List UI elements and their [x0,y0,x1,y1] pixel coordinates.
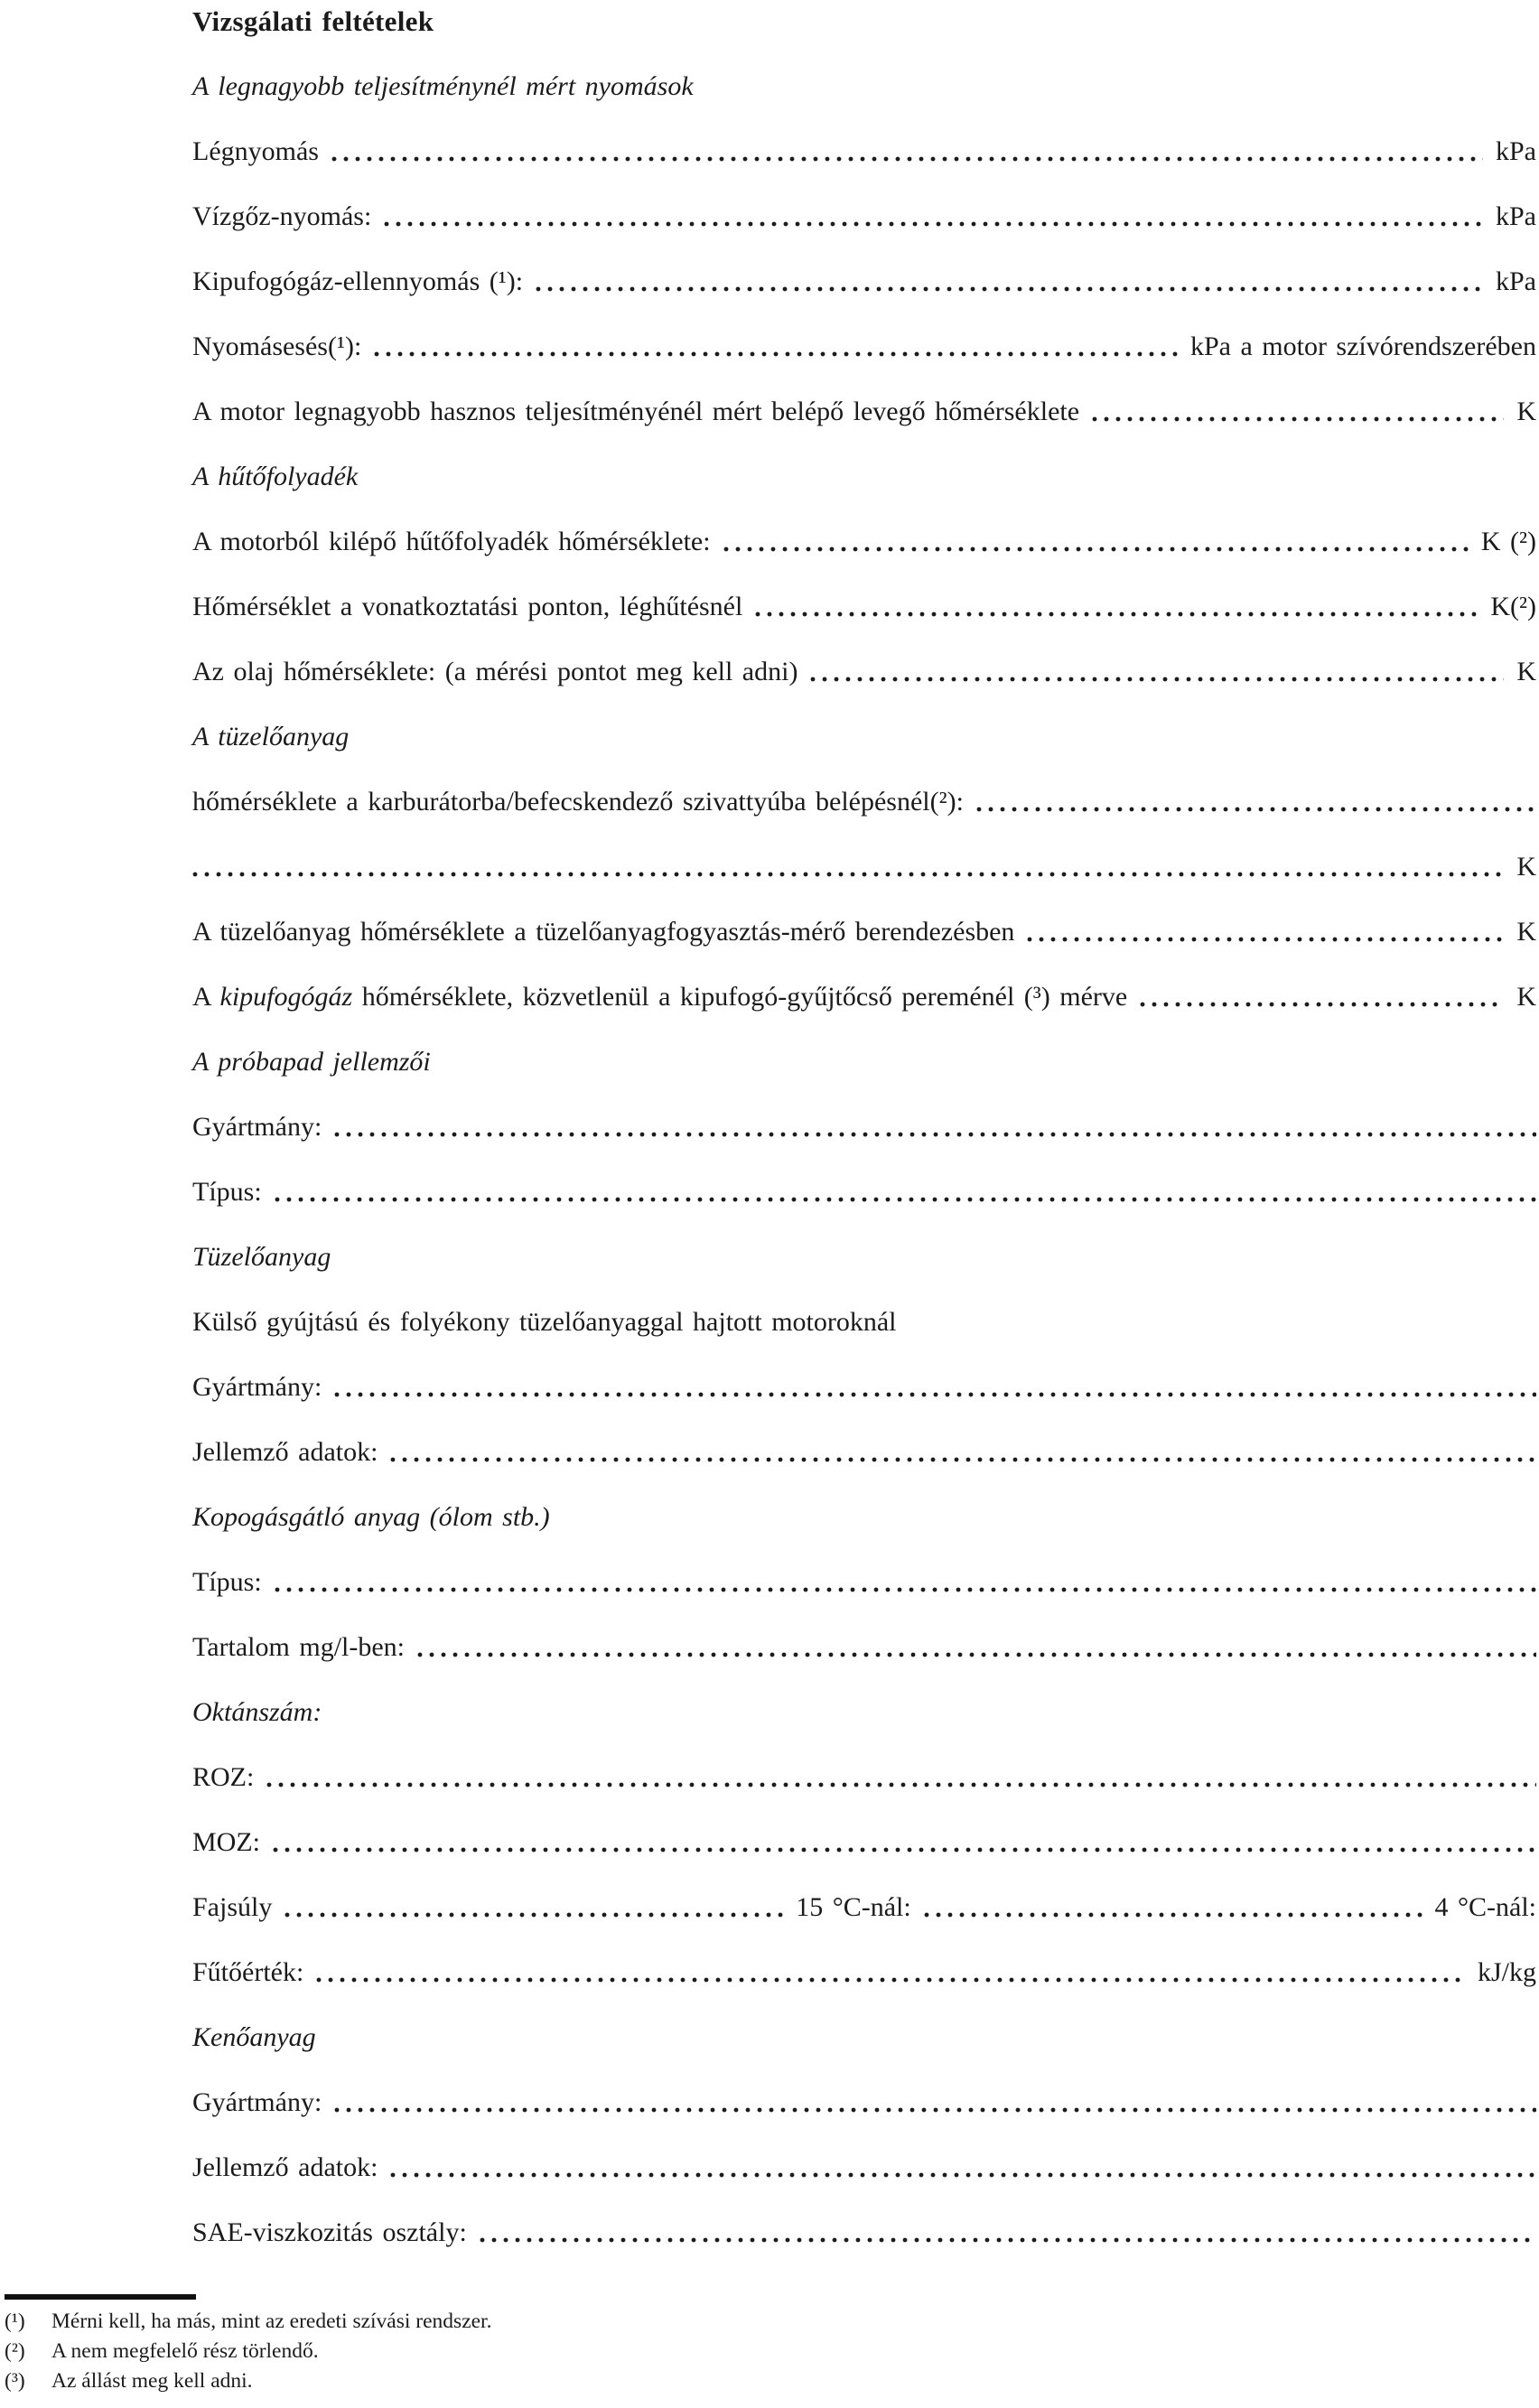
row-label: Fűtőérték: [192,1957,304,1987]
row-label: Jellemző adatok: [192,1437,378,1467]
row-label-part: hőmérséklete, közvetlenül a kipufogó-gyűjtőcső pereménél (³) mérve [352,982,1128,1012]
row-label: A motorból kilépő hűtőfolyadék hőmérséklete: [192,527,711,556]
row-unit: K [1516,852,1536,882]
dot-leader [480,2237,1536,2243]
form-row [192,1438,1536,1467]
dot-leader [1092,416,1504,422]
row-label [192,983,1127,1012]
row-unit: kPa [1496,136,1536,166]
dot-leader [390,2172,1536,2178]
footnote-text: A nem megfelelő rész törlendő. [51,2339,319,2363]
form-row [192,1958,1536,1987]
row-mid-label: 15 °C-nál: [796,1892,911,1922]
dot-leader [755,611,1478,617]
dot-leader [1027,937,1504,942]
row-label: Hőmérséklet a vonatkoztatási ponton, léghűtésnél [192,592,743,621]
row-label-part: A [192,982,220,1012]
footnotes-block [5,2294,817,2396]
subsection-heading: Külső gyújtású és folyékony tüzelőanyaggal hajtott motoroknál [192,1307,897,1337]
section-heading: Kopogásgátló anyag (ólom stb.) [192,1502,550,1532]
row-label: Az olaj hőmérséklete: (a mérési pontot meg kell adni) [192,657,798,686]
form-row [192,202,1536,231]
footnote-rule [5,2294,196,2300]
form-row [192,593,1536,621]
form-row [192,1113,1536,1142]
footnote [5,2366,817,2396]
footnote-marker: (¹) [5,2310,25,2333]
section-heading: A legnagyobb teljesítménynél mért nyomások [192,71,694,101]
form-row [192,397,1536,426]
row-label: SAE-viszkozitás osztály: [192,2217,467,2247]
row-label: MOZ: [192,1827,260,1857]
row-unit: 4 °C-nál: [1434,1892,1537,1922]
form-row [192,1633,1536,1662]
form-row [192,658,1536,686]
dot-leader [924,1912,1422,1918]
section-heading: Oktánszám: [192,1697,322,1727]
row-unit: kJ/kg [1477,1957,1536,1987]
dot-leader [976,807,1536,812]
footnote-text: Mérni kell, ha más, mint az eredeti szívási rendszer. [51,2310,492,2333]
row-label: A tüzelőanyag hőmérséklete a tüzelőanyagfogyasztás-mérő berendezésben [192,917,1015,947]
page-title: Vizsgálati feltételek [192,5,434,37]
dot-leader [284,1912,783,1918]
footnote [5,2337,817,2366]
section-heading: A hűtőfolyadék [192,462,359,491]
footnote-marker: (²) [5,2339,25,2363]
form-row [192,788,1536,817]
form-row [192,1568,1536,1597]
form-row [192,918,1536,947]
row-label: Légnyomás [192,136,319,166]
row-label: Kipufogógáz-ellennyomás (¹): [192,266,524,296]
form-body [192,7,1536,2283]
form-row [192,1828,1536,1857]
dot-leader [334,2107,1536,2113]
row-label: Típus: [192,1177,262,1207]
row-unit: K (²) [1480,527,1536,556]
dot-leader [275,1197,1536,1202]
dot-leader [273,1847,1536,1853]
form-row [192,527,1536,556]
row-label: Tartalom mg/l-ben: [192,1632,406,1662]
row-label: Gyártmány: [192,2087,322,2117]
row-label: A motor legnagyobb hasznos teljesítményénél mért belépő levegő hőmérséklete [192,397,1080,426]
row-label: Típus: [192,1567,262,1597]
row-unit: K(²) [1490,592,1536,621]
row-unit: kPa a motor szívórendszerében [1189,331,1536,361]
form-row [192,137,1536,166]
dot-leader [275,1587,1536,1592]
section-heading: Tüzelőanyag [192,1242,331,1272]
dot-leader [536,286,1483,292]
form-row [192,267,1536,296]
row-label: Gyártmány: [192,1372,322,1402]
dot-leader [192,872,1504,877]
row-label: Jellemző adatok: [192,2152,378,2182]
row-unit: K [1516,657,1536,686]
form-row [192,2218,1536,2247]
row-unit: kPa [1496,266,1536,296]
row-label: Vízgőz-nyomás: [192,201,372,231]
section-heading: A próbapad jellemzői [192,1047,431,1077]
dot-leader [1140,1002,1504,1007]
footnote-marker: (³) [5,2369,25,2393]
row-label-part: kipufogógáz [219,982,353,1012]
form-row [192,1763,1536,1792]
row-label: ROZ: [192,1762,255,1792]
footnote [5,2307,817,2337]
form-row [192,1373,1536,1402]
row-label: Fajsúly [192,1892,273,1922]
form-row [192,1178,1536,1207]
form-row [192,2088,1536,2117]
form-row [192,332,1536,361]
dot-leader [810,677,1504,682]
section-heading: A tüzelőanyag [192,722,350,751]
row-label: hőmérséklete a karburátorba/befecskendező szivattyúba belépésnél(²): [192,787,964,817]
dot-leader [417,1652,1536,1657]
section-heading: Kenőanyag [192,2022,316,2052]
row-unit: K [1516,982,1536,1012]
row-unit: K [1516,917,1536,947]
dot-leader [334,1392,1536,1397]
dot-leader [384,221,1483,227]
dot-leader [266,1782,1536,1787]
row-unit: kPa [1496,201,1536,231]
dot-leader [374,351,1178,357]
form-row [192,2153,1536,2182]
dot-leader [331,156,1483,162]
dot-leader [316,1977,1465,1983]
row-unit: K [1516,397,1536,426]
form-row [192,853,1536,882]
form-row [192,983,1536,1012]
dot-leader [390,1457,1536,1462]
dot-leader [723,546,1469,552]
row-label: Nyomásesés(¹): [192,331,362,361]
row-label: Gyártmány: [192,1112,322,1142]
footnote-text: Az állást meg kell adni. [51,2369,253,2393]
form-row [192,1893,1536,1922]
dot-leader [334,1132,1536,1137]
